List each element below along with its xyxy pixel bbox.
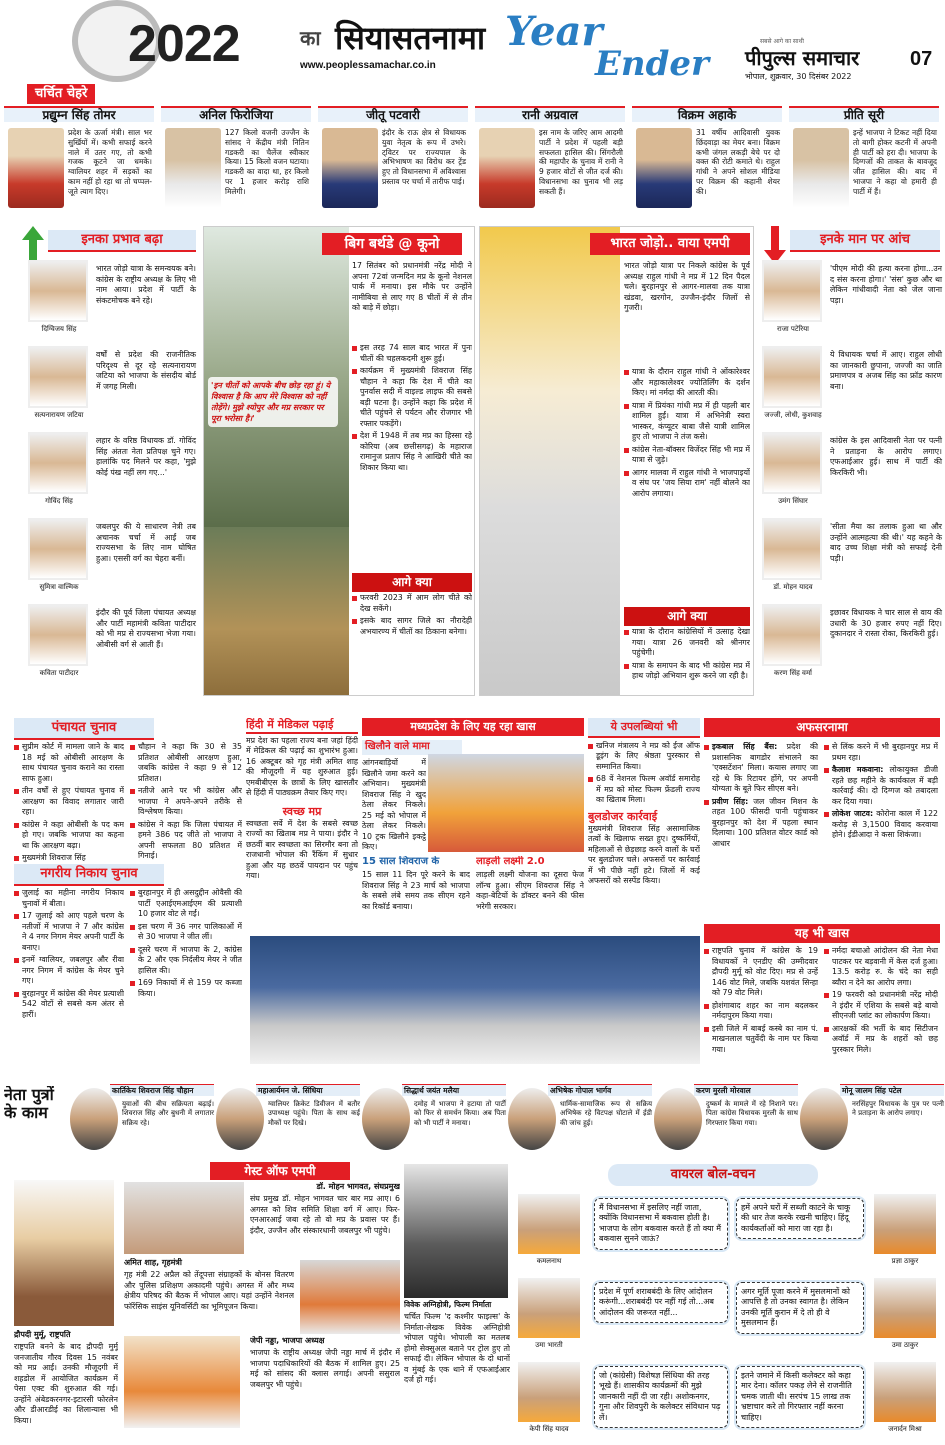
bullet-item: जुलाई का महीना नगरीय निकाय चुनावों में बीता।: [14, 888, 124, 909]
nagariya-col1: [14, 888, 124, 1022]
face-photo: [636, 128, 692, 208]
bhagwat-caption: डॉ. मोहन भागवत, संघप्रमुख: [316, 1182, 400, 1191]
viral-quote-box: [592, 1196, 730, 1252]
viral-photo: [518, 1278, 580, 1338]
bullet-item: कांग्रेस ने कहा कि जिला पंचायत में हमने 386 पद जीते तो भाजपा ने अपनी सफलता 80 प्रतिशत में गिनाई।: [130, 820, 242, 862]
yah-bhi-col1: [704, 946, 818, 1057]
masthead: [0, 0, 945, 82]
bullet-item: 68 वें नेशनल फिल्म अवॉर्ड समारोह में मप्र को मोस्ट फिल्म फ्रेंडली राज्य का खिताब मिला।: [588, 774, 700, 806]
side-text: 'पीएम मोदी की हत्या करना होगा...उन द संस करना होगा।' 'संस' कुछ और था लेकिन गांधीवादी नेता को जेल जाना पड़ा।: [830, 264, 942, 305]
website-url[interactable]: www.peoplessamachar.co.in: [300, 60, 436, 71]
down-arrow-icon: [764, 226, 786, 264]
bullet-item: फरवरी 2023 में आम लोग चीते को देख सकेंगे।: [352, 593, 472, 614]
bullet-item: आगर मालवा में राहुल गांधी ने भाजपाइयों व संघ पर 'जय सिया राम' नहीं बोलने का आरोप लगाया।: [624, 468, 750, 500]
murmu-text: राष्ट्रपति बनने के बाद द्रौपदी मुर्मू जनजातीय गौरव दिवस 15 नवंबर को मप्र आईं। उनकी मौजूदगी में शहडोल में आयोजित कार्यक्रम में पेसा एक्ट की शुरुआत की गई। उन्होंने अंबेडकरनगर-इटारसी फोरलेन और डीआरडीई का शिलान्यास भी किया।: [14, 1342, 118, 1425]
viral-photo: [874, 1194, 936, 1254]
afsarnama-heading: अफसरनामा: [704, 718, 940, 737]
portrait: [28, 260, 88, 322]
afsarnama-col1: [704, 742, 818, 851]
yah-bhi-heading: यह भी खास: [704, 924, 940, 943]
afsar-item: [824, 809, 938, 841]
viral-quote: मैं विधानसभा में इसलिए नहीं जाता, क्योंकि विधानसभा में बकवास होती है। भाजपा के लोग बकवास करते हैं तो क्या मैं बकवास सुनने जाऊं?: [594, 1198, 728, 1250]
yah-bhi-col2: [824, 946, 938, 1057]
neta-photo: [654, 1088, 702, 1150]
year-ender-word-2: Ender: [595, 44, 709, 82]
vivek-caption: विवेक अग्निहोत्री, फिल्म निर्माता: [404, 1300, 492, 1309]
face-name: प्रद्युम्न सिंह तोमर: [4, 106, 154, 122]
side-text: कांग्रेस के इस आदिवासी नेता पर पत्नी ने प्रताड़ना के आरोप लगाए। एफआईआर हुई। साथ में पार्टी की किरकिरी भी।: [830, 436, 942, 477]
bullet-item: आरक्षकों की भर्ती के बाद सिटीजन अवॉर्ड में मप्र के शहरों को छह पुरस्कार मिले।: [824, 1024, 938, 1056]
paper-tagline: सबसे आगे का साथी: [760, 38, 804, 45]
panchayat-col1: [14, 742, 124, 864]
portrait: [762, 518, 822, 580]
portrait: [762, 346, 822, 408]
shah-text: गृह मंत्री 22 अप्रैल को तेंदूपत्ता संग्राहकों के बोनस वितरण और पुलिस प्रशिक्षण अकादमी पहुंचे। अगस्त में और मध्य क्षेत्रीय परिषद की बैठक में भोपाल आए। यहां उन्होंने नेशनल फॉरेंसिक साइंस यूनिवर्सिटी का भूमिपूजन किया।: [124, 1270, 294, 1311]
murmu-photo: [14, 1180, 114, 1326]
face-text: इस नाम के जरिए आम आदमी पार्टी ने प्रदेश में पहली बड़ी सफलता हासिल की। सिंगरौली की महापौर के चुनाव में रानी ने 9 हजार वोटों से जीत दर्ज की। विधानसभा का चुनाव भी लड़ सकती हैं।: [539, 128, 623, 196]
viral-quote: प्रदेश में पूर्ण शराबबंदी के लिए आंदोलन करूंगी...शराबबंदी पर नहीं गई तो...अब आंदोलन की जरूरत नहीं...: [594, 1282, 728, 1323]
khilona-photo: [428, 754, 584, 852]
panchayat-panel: [14, 718, 244, 864]
guest-panel: [0, 1160, 510, 1445]
bullet-item: 169 निकायों में से 159 पर कब्जा किया।: [130, 978, 242, 999]
influence-up-heading: इनका प्रभाव बढ़ा: [48, 230, 196, 252]
face-card: [318, 106, 468, 218]
face-photo: [165, 128, 221, 208]
nadda-text: भाजपा के राष्ट्रीय अध्यक्ष जेपी नड्डा मार्च में इंदौर में भाजपा पदाधिकारियों की बैठक में शामिल हुए। 25 मई को सांसद की क्लास लगाई। अपनी ससुराल जबलपुर भी पहुंचे।: [250, 1348, 400, 1389]
khilona-heading: खिलौने वाले मामा: [362, 740, 462, 755]
yah-bhi-panel: [704, 924, 940, 1064]
viral-panel: [512, 1160, 945, 1445]
face-name: विक्रम अहाके: [632, 106, 782, 122]
paper-logo: पीपुल्स समाचार: [745, 46, 860, 70]
face-photo: [8, 128, 64, 208]
bullet-item: तीन वर्षों से हुए पंचायत चुनाव में आरक्षण का विवाद लगातार जारी रहा।: [14, 786, 124, 818]
viral-photo: [874, 1278, 936, 1338]
rahul-priyanka-photo: [480, 227, 620, 696]
afsar-text: लोकायुक्त डीजी रहते छह महीने के कार्यकाल में बड़ी कार्रवाई की। दो दिग्गज को तबादला कर दिया गया।: [832, 765, 938, 806]
kuno-next: [352, 593, 472, 639]
side-text: ये विधायक चर्चा में आए। राहुल लोधी का जानकारी छुपाना, जज्जी का जाति प्रमाणपत्र व अजब सिंह का फ्रॉड कारण बना।: [830, 350, 942, 391]
bullet-item: होशंगाबाद शहर का नाम बदलकर नर्मदापुरम किया गया।: [704, 1001, 818, 1022]
viral-photo: [518, 1194, 580, 1254]
afsar-name: लोकेश जाटव:: [832, 809, 874, 819]
neta-text: दुष्कर्म के मामले में रहे निशाने पर। पिता कांग्रेस विधायक मुरली के साथ गिरफ्तार किया गया।: [706, 1100, 798, 1127]
cheetah-photo: [204, 527, 349, 696]
afsarnama-col2: [824, 742, 938, 843]
bullet-item: यात्रा के समापन के बाद भी कांग्रेस मप्र में हाथ जोड़ो अभियान शुरू करने जा रही है।: [624, 661, 750, 682]
afsar-name: कैलाश मकवाना:: [832, 765, 884, 775]
afsar-item: [824, 765, 938, 807]
viral-caption: उमा भारती: [535, 1341, 563, 1349]
portrait: [28, 346, 88, 408]
mp-khaas-panel: [362, 718, 584, 933]
shah-caption: अमित शाह, गृहमंत्री: [124, 1258, 182, 1267]
bharat-jodo-next-heading: आगे क्या: [624, 607, 750, 626]
portrait-caption: दिग्विजय सिंह: [41, 325, 77, 333]
neta-name: अभिषेक गोपाल भार्गव: [548, 1084, 652, 1096]
portrait-caption: गोविंद सिंह: [45, 497, 73, 505]
shivraj-heading: 15 साल शिवराज के: [362, 856, 440, 867]
bharat-jodo-points: [624, 367, 750, 501]
neta-photo: [216, 1088, 264, 1150]
portrait-caption: कविता पाटीदार: [39, 669, 79, 677]
bullet-item: इस चरण में 36 नगर पालिकाओं में से 30 भाजपा ने जीत लीं।: [130, 922, 242, 943]
panchayat-col2: [130, 742, 242, 864]
bullet-item: यात्रा के दौरान कांग्रेसियों में उत्साह देखा गया। यात्रा 26 जनवरी को श्रीनगर पहुंचेगी।: [624, 627, 750, 659]
bullet-item: मुख्यमंत्री शिवराज सिंह: [14, 853, 124, 864]
bhagwat-photo: [124, 1182, 244, 1254]
bullet-item: सुप्रीम कोर्ट में मामला जाने के बाद 18 मई को ओबीसी आरक्षण के साथ पंचायत चुनाव कराने का रास्ता साफ हुआ।: [14, 742, 124, 784]
side-text: जबलपुर की ये साधारण नेत्री तब अचानक चर्चा में आईं जब राज्यसभा के लिए नाम घोषित हुआ। एससी वर्ग का चेहरा बनीं।: [96, 522, 196, 563]
afsar-text: से लिंक करने में भी बुरहानपुर मप्र में प्रथम रहा।: [832, 742, 938, 762]
afsar-name: प्रवीण सिंह:: [712, 796, 749, 806]
face-text: इंदौर के राऊ क्षेत्र से विधायक युवा नेतृत्व के रूप में उभरे। ट्विटर पर राज्यपाल के अभिभाषण का विरोध कर ट्रेंड हुए तो विधानसभा में अविश्वास प्रस्ताव पर चर्चा में तारीफ पाई।: [382, 128, 466, 186]
bullet-item: राष्ट्रपति चुनाव में कांग्रेस के 19 विधायकों ने एनडीए की उम्मीदवार द्रौपदी मुर्मू को वोट दिए। मप्र से उन्हें 146 वोट मिले, जबकि यशवंत सिन्हा को 79 वोट मिले।: [704, 946, 818, 999]
side-text: इंदौर की पूर्व जिला पंचायत अध्यक्ष और पार्टी महामंत्री कविता पाटीदार को भी मप्र से राज्यसभा भेजा गया। ओबीसी वर्ग से आती हैं।: [96, 608, 196, 649]
afsar-item: [704, 742, 818, 795]
bullet-item: कांग्रेस ने कहा ओबीसी के पद कम हो गए। जबकि भाजपा का कहना था कि आरक्षण बढ़ा।: [14, 820, 124, 852]
bulldozer-text: मुख्यमंत्री शिवराज सिंह असामाजिक तत्वों के खिलाफ सख्त हुए। दुष्कर्मियों, महिलाओं से छेड़छाड़ करने वालों के घरों पर बुलडोजर चले। अफसरों पर कार्रवाई में भी पीछे नहीं हटे। जिलों में कई अफसरों को सस्पेंड किया।: [588, 823, 700, 886]
portrait-caption: सुमित्रा वाल्मिक: [39, 583, 79, 591]
portrait: [28, 432, 88, 494]
face-card: [4, 106, 154, 218]
face-photo: [322, 128, 378, 208]
dateline: भोपाल, शुक्रवार, 30 दिसंबर 2022: [745, 72, 852, 81]
viral-quote-box: [734, 1280, 866, 1336]
shivraj-text: 15 साल 11 दिन पूरे करने के बाद शिवराज सिंह ने 23 मार्च को भाजपा के सबसे लंबे समय तक सीएम रहने का रिकॉर्ड बनाया।: [362, 870, 470, 911]
bullet-item: चौहान ने कहा कि 30 से 35 प्रतिशत ओबीसी आरक्षण हुआ, जबकि कांग्रेस ने कहा 9 से 12 प्रतिशत।: [130, 742, 242, 784]
neta-text: युवाओं की बीच सक्रियता बढ़ाई। शिवराज सिंह और बुधनी में लगातार सक्रिय रहे।: [122, 1100, 214, 1127]
side-text: 'सीता मैया का तलाक हुआ था और उन्होंने आत्महत्या की थी।' यह कहने के बाद उच्च शिक्षा मंत्री को सफाई देनी पड़ी।: [830, 522, 942, 563]
upalabdhiyan-points: [588, 741, 700, 806]
viral-photo: [518, 1362, 580, 1422]
hindi-medical-text: मप्र देश का पहला राज्य बना जहां हिंदी में मेडिकल की पढ़ाई का शुभारंभ हुआ। 16 अक्टूबर को गृह मंत्री अमित शाह की मौजूदगी में यह शुरुआत हुई। एमबीबीएस के छात्रों के लिए खासतौर से हिंदी में पाठ्यक्रम तैयार किए गए।: [246, 735, 358, 798]
neta-name: कार्तिकेय शिवराज सिंह चौहान: [110, 1084, 214, 1096]
face-text: प्रदेश के ऊर्जा मंत्री। साल भर सुर्खियों में। कभी सफाई करने नाले में उतर गए, तो कभी गजक कूटने जा धमके। ग्वालियर शहर में सड़कों का काम नहीं हो रहा था तो चप्पल-जूते त्याग दिए।: [68, 128, 152, 196]
bullet-item: देश में 1948 में तब मप्र का हिस्सा रहे कोरिया (अब छत्तीसगढ़) के महाराज रामानुज प्रताप सिंह ने आखिरी चीते का शिकार किया था।: [352, 431, 472, 473]
kuno-points: [352, 343, 472, 475]
afsar-name: इकबाल सिंह बैंस:: [712, 742, 778, 751]
bhagwat-text: संघ प्रमुख डॉ. मोहन भागवत चार बार मप्र आए। 6 अगस्त को शिव समिति शिक्षा वर्ग में आए। फिर- एनआरआई जबा रहे तो वो मप्र के प्रवास पर हैं। इंदौर, उज्जैन और संस्कारधानी जबलपुर भी पहुंचे।: [250, 1194, 400, 1235]
nadda-photo: [124, 1336, 240, 1428]
influence-down-heading: इनके मान पर आंच: [790, 230, 940, 252]
bullet-item: दूसरे चरण में भाजपा के 2, कांग्रेस के 2 और एक निर्दलीय मेयर ने जीत हासिल की।: [130, 945, 242, 977]
face-card: [161, 106, 311, 218]
portrait: [28, 604, 88, 666]
portrait: [762, 432, 822, 494]
afsar-item: [704, 797, 818, 850]
side-text: भारत जोड़ो यात्रा के समन्वयक बने। कांग्रेस के राष्ट्रीय अध्यक्ष के लिए भी नाम आया। प्रदेश में पार्टी के संकटमोचक बने रहे।: [96, 264, 196, 305]
bullet-item: इसके बाद सागर जिले का नौरादेही अभयारण्य में चीतों का ठिकाना बनेगा।: [352, 616, 472, 637]
portrait: [28, 518, 88, 580]
side-text: लहार के वरिष्ठ विधायक डॉ. गोविंद सिंह अंततः नेता प्रतिपक्ष चुने गए। हालांकि पद मिलने पर कहा, 'मुझे कोई पंख नहीं लग गए...': [96, 436, 196, 477]
afsar-item: [824, 742, 938, 763]
face-name: प्रीति सूरी: [789, 106, 939, 122]
viral-quote-box: [734, 1196, 866, 1241]
hindi-medical-heading: हिंदी में मेडिकल पढ़ाई: [246, 718, 358, 734]
bullet-item: नतीजे आने पर भी कांग्रेस और भाजपा ने अपने-अपने तरीके से विश्लेषण किया।: [130, 786, 242, 818]
upalabdhiyan-panel: [588, 718, 700, 933]
vivek-text: चर्चित फिल्म 'द कश्मीर फाइल्स' के निर्माता-लेखक विवेक अग्निहोत्री भोपाल पहुंचे। भोपाली का मतलब होमो सेक्सुअल बताने पर ट्रोल हुए तो सफाई दी। लेकिन भोपाल के दो थानों व मुंबई के एक थाने में एफआईआर दर्ज हो गई।: [404, 1312, 510, 1385]
portrait-caption: जज्जी, लोधी, कुशवाह: [764, 411, 822, 419]
up-arrow-icon: [22, 226, 44, 264]
neta-putra-heading: नेता पुत्रों के काम: [4, 1086, 54, 1123]
bullet-item: इसी जिले में बाबई कस्बे का नाम पं. माखनलाल चतुर्वेदी के नाम पर किया गया।: [704, 1024, 818, 1056]
year-ender-word-1: Year: [505, 8, 603, 55]
face-card: [475, 106, 625, 218]
face-photo: [479, 128, 535, 208]
neta-text: दमोह में भाजपा ने हटाया तो पार्टी को फिर से समर्थन किया। अब पिता को भी पार्टी ने मनाया।: [414, 1100, 506, 1127]
neta-photo: [70, 1088, 118, 1150]
bullet-item: खनिज मंत्रालय ने मप्र को ईज ऑफ डूइंग के लिए श्रेष्ठता पुरस्कार से सम्मानित किया।: [588, 741, 700, 773]
ladli-heading: लाड़ली लक्ष्मी 2.0: [476, 856, 545, 867]
viral-quote-box: [592, 1280, 730, 1325]
bharat-jodo-intro: भारत जोड़ो यात्रा पर निकले कांग्रेस के पूर्व अध्यक्ष राहुल गांधी ने मप्र में 12 दिन पैदल चले। बुरहानपुर से आगर-मालवा तक यात्रा खंडवा, खरगोन, उज्जैन-इंदौर जिलों से गुजरी।: [624, 261, 750, 313]
viral-caption: जनार्दन मिश्रा: [888, 1425, 922, 1433]
shah-photo: [300, 1260, 400, 1334]
neta-name: करण मुरली मोरवाल: [694, 1084, 798, 1096]
viral-heading: वायरल बोल-वचन: [608, 1164, 818, 1186]
neta-text: नरसिंहपुर विधायक के पुत्र पर पत्नी ने प्रताड़ना के आरोप लगाए।: [852, 1100, 944, 1118]
bullet-item: कांग्रेस नेता-बॉक्सर विजेंदर सिंह भी मप्र में यात्रा से जुड़े।: [624, 445, 750, 466]
section-tag: चर्चित चेहरे: [27, 84, 95, 104]
swachh-award-photo: [250, 936, 700, 1064]
neta-name: महाआर्यमन जे. सिंधिया: [256, 1084, 360, 1096]
viral-quote-box: [734, 1364, 866, 1430]
portrait-caption: करण सिंह वर्मा: [774, 669, 812, 677]
face-name: रानी अग्रवाल: [475, 106, 625, 122]
nagariya-col2: [130, 888, 242, 1001]
guest-heading: गेस्ट ऑफ एमपी: [210, 1162, 350, 1180]
bullet-item: यात्रा में प्रियंका गांधी मप्र में ही पहली बार शामिल हुईं। यात्रा में अभिनेत्री स्वरा भास्कर, कंप्यूटर बाबा जैसे यात्री शामिल हुए तो भाजपा ने तंज कसे।: [624, 401, 750, 443]
neta-photo: [800, 1088, 848, 1150]
face-text: 127 किलो वजनी उज्जैन के सांसद ने केंद्रीय मंत्री नितिन गडकरी का चैलेंज स्वीकार किया। 15 किलो वजन घटाया। गडकरी का वादा था, हर किलो पर 1 हजार करोड़ राशि मिलेगी।: [225, 128, 309, 196]
nagariya-panel: [14, 864, 244, 1060]
influence-up-panel: [0, 226, 200, 696]
modi-quote: 'इन चीतों को आपके बीच छोड़ रहा हूं। ये विश्वास है कि आप मेरे विश्वास को नहीं तोड़ेंगे। मुझे श्योपुर और मप्र सरकार पर पूरा भरोसा है।': [208, 377, 338, 427]
vivek-photo: [404, 1164, 508, 1298]
murmu-caption: द्रौपदी मुर्मू, राष्ट्रपति: [14, 1330, 71, 1339]
viral-quote-box: [592, 1364, 730, 1430]
influence-down-panel: [758, 226, 945, 696]
page-number: 07: [910, 48, 933, 70]
swachh-heading: स्वच्छ मप्र: [282, 804, 322, 818]
viral-quote: इतने जमाने में किसी कलेक्टर को कहा मार देना। कॉलर पकड़ लेने से राजनीति चमक जाती थी। सरपंच 15 लाख तक भ्रष्टाचार करे तो गिरफ्तार नहीं करना चाहिए।: [736, 1366, 864, 1428]
afsar-text: प्रदेश की प्रशासनिक बागडोर संभालने का 'एक्सटेंशन' मिला। कयास लगाए जा रहे थे कि रिटायर होंगे, पर अपनी योग्यता के बूते फिर सीएस बने।: [712, 742, 818, 794]
bullet-item: बुरहानपुर में कांग्रेस की मेयर प्रत्याशी 542 वोटों से सबसे कम अंतर से हारीं।: [14, 989, 124, 1021]
neta-name: मोनू जालम सिंह पटेल: [840, 1084, 944, 1096]
portrait-caption: सत्यनारायण जटिया: [34, 411, 84, 419]
portrait: [762, 604, 822, 666]
kuno-intro: 17 सितंबर को प्रधानमंत्री नरेंद्र मोदी ने अपना 72वां जन्मदिन मप्र के कूनो नेशनल पार्क में मनाया। इस मौके पर उन्होंने नामीबिया से लाए गए 8 चीतों में से तीन को बाड़े में छोड़ा।: [352, 261, 472, 313]
face-name: जीतू पटवारी: [318, 106, 468, 122]
side-text: इछावर विधायक ने चार साल से वाय की उधारी के 30 हजार रुपए नहीं दिए। दुकानदार ने रास्ता रोका, किरकिरी हुई।: [830, 608, 942, 639]
viral-quote: जो (कांग्रेसी) विशेषज्ञ सिंधिया की तरह भूखे हैं। शासकीय कार्यक्रमों की मुझे जानकारी नहीं दी जा रही। अशोकनगर, गुना और शिवपुरी के कलेक्टर संविधान पढ़ लें।: [594, 1366, 728, 1428]
viral-photo: [874, 1362, 936, 1422]
bullet-item: बुरहानपुर में ही असदुद्दीन ओवैसी की पार्टी एआईएमआईएम की प्रत्याशी 10 हजार वोट ले गईं।: [130, 888, 242, 920]
viral-caption: केपी सिंह यादव: [529, 1425, 569, 1433]
viral-caption: कमलनाथ: [536, 1257, 562, 1265]
face-photo: [793, 128, 849, 208]
bullet-item: कार्यक्रम में मुख्यमंत्री शिवराज सिंह चौहान ने कहा कि देश में चीते का पुनर्वास सदी में वाइल्ड लाइफ की सबसे बड़ी घटना है। उन्होंने कहा कि प्रदेश में चीते पहुंचने से पर्यटन और रोजगार भी रफ्तार पकड़ेंगे।: [352, 366, 472, 429]
khilona-text: आंगनबाड़ियों में खिलौने जमा करने का अभियान। मुख्यमंत्री शिवराज सिंह ने खुद ठेला लेकर निकले। 25 मई को भोपाल में ठेला लेकर निकले। 10 ट्रक खिलौने इकट्ठे किए।: [362, 758, 426, 852]
neta-photo: [362, 1088, 410, 1150]
bullet-item: इस तरह 74 साल बाद भारत में पुनः चीतों की चहलकदमी शुरू हुई।: [352, 343, 472, 364]
afsarnama-panel: [704, 718, 940, 918]
portrait-caption: राजा पटेरिया: [777, 325, 809, 333]
viral-quote: अगर मूर्ति पूजा करने में मुसलमानों को आपत्ति है तो उनका स्वागत है। लेकिन उनकी मूर्ति कुरान में दे तो ही वे मुसलमान हैं।: [736, 1282, 864, 1334]
upalabdhiyan-heading: ये उपलब्धियां भी: [588, 718, 700, 738]
viral-caption: प्रज्ञा ठाकुर: [891, 1257, 919, 1265]
kuno-next-heading: आगे क्या: [352, 573, 472, 592]
year-title: 2022: [128, 15, 240, 73]
bharat-jodo-panel: [479, 226, 754, 696]
bharat-jodo-next: [624, 627, 750, 684]
neta-text: ग्वालियर क्रिकेट डिवीजन में बतौर उपाध्यक्ष पहुंचे। पिता के साथ कई मौकों पर दिखे।: [268, 1100, 360, 1127]
face-name: अनिल फिरोजिया: [161, 106, 311, 122]
neta-photo: [508, 1088, 556, 1150]
portrait: [762, 260, 822, 322]
side-text: वर्षों से प्रदेश की राजनीतिक परिदृश्य से दूर रहे सत्यनारायण जटिया को भाजपा के संसदीय बोर्ड में जगह मिली।: [96, 350, 196, 391]
bharat-jodo-heading: भारत जोड़ो.. वाया एमपी: [590, 233, 750, 255]
mp-khaas-heading: मध्यप्रदेश के लिए यह रहा खास: [362, 718, 584, 736]
face-text: 31 वर्षीय आदिवासी युवक छिंदवाड़ा का मेयर बना। विक्रम कभी जंगल लकड़ी बेचे पर दो वक्त की रोटी कमाते थे। राहुल गांधी ने अपने सोशल मीडिया पर विक्रम की कहानी शेयर की।: [696, 128, 780, 196]
face-text: इन्हें भाजपा ने टिकट नहीं दिया तो बागी होकर कटनी में अपनी ही पार्टी को हरा दी। भाजपा के दिग्गजों की ताकत के बावजूद जीत हासिल की। बाद में भाजपा ने कहा वो हमारी ही पार्टी में हैं।: [853, 128, 937, 196]
section-title: सियासतनामा: [335, 19, 486, 57]
ka-word: का: [300, 26, 321, 50]
afsar-text: कोरोना काल में 122 करोड़ से 3,1500 विवाद करवाया होने। ईडीआदा ने कसा शिकंजा।: [832, 809, 938, 840]
panchayat-heading: पंचायत चुनाव: [14, 718, 154, 740]
nagariya-heading: नगरीय निकाय चुनाव: [14, 864, 164, 886]
face-card: [632, 106, 782, 218]
viral-caption: उमा ठाकुर: [891, 1341, 919, 1349]
portrait-caption: उमंग सिंघार: [778, 497, 808, 505]
bullet-item: यात्रा के दौरान राहुल गांधी ने ओंकारेश्वर और महाकालेश्वर ज्योतिर्लिंग के दर्शन किए। मां नर्मदा की आरती की।: [624, 367, 750, 399]
neta-text: धार्मिक-सामाजिक रूप से सक्रिय अभिषेक रहे विटपक्ष घोटाले में ईडी की जांच हुई।: [560, 1100, 652, 1127]
swachh-text: स्वच्छता सर्वे में देश के सबसे स्वच्छ राज्यों का खिताब मप्र ने पाया। इंदौर ने छठवीं बार स्वच्छता का सिरमौर बना तो राजधानी भोपाल की रैंकिंग में सुधार हुआ और यह छठवें पायदान पर पहुंच गया।: [246, 818, 358, 881]
kuno-panel: [203, 226, 475, 696]
nadda-caption: जेपी नड्डा, भाजपा अध्यक्ष: [250, 1336, 325, 1345]
hindi-medical-panel: [246, 718, 358, 933]
bullet-item: 19 फरवरी को प्रधानमंत्री नरेंद्र मोदी ने इंदौर में एशिया के सबसे बड़े बायो सीएनजी प्लांट का लोकार्पण किया।: [824, 990, 938, 1022]
afsar-text: जल जीवन मिशन के तहत 100 फीसदी पानी पहुंचाकर बुरहानपुर को देश में पहला स्थान दिलाया। 100 प्रतिशत वोटर कार्ड को आधार: [712, 796, 818, 848]
neta-putra-row: [0, 1078, 945, 1158]
ladli-text: लाड़ली लक्ष्मी योजना का दूसरा फेज लॉन्च हुआ। सीएम शिवराज सिंह ने कहा-बेटियों के डॉक्टर बनने की फीस भरेगी सरकार।: [476, 870, 584, 911]
viral-quote: हमें अपने घरों में सब्जी काटने के चाकू की धार तेज करके रखनी चाहिए। हिंदू कार्यकर्ताओं को मारा जा रहा है।: [736, 1198, 864, 1239]
face-card: [789, 106, 939, 218]
neta-name: सिद्धार्थ जयंत मलैया: [402, 1084, 506, 1096]
bulldozer-heading: बुलडोजर कार्रवाई: [588, 809, 658, 823]
bullet-item: इनमें ग्वालियर, जबलपुर और रीवा नगर निगम में कांग्रेस के मेयर चुने गए।: [14, 955, 124, 987]
kuno-heading: बिग बर्थडे @ कूनो: [322, 233, 462, 255]
bullet-item: नर्मदा बचाओ आंदोलन की नेता मेधा पाटकर पर बड़वानी में केस दर्ज हुआ। 13.5 करोड़ रु. के चंदे का सही ब्यौरा न देने का आरोप लगा।: [824, 946, 938, 988]
portrait-caption: डॉ. मोहन यादव: [773, 583, 813, 591]
bullet-item: 17 जुलाई को आए पहले चरण के नतीजों में भाजपा ने 7 और कांग्रेस ने 4 नगर निगम मेयर अपनी पार्टी के बनाए।: [14, 911, 124, 953]
